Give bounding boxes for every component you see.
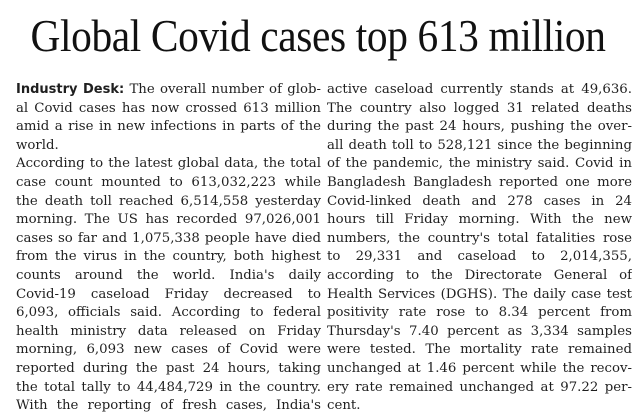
article-line bbox=[16, 81, 321, 100]
article-line: counts around the world. India's daily bbox=[16, 267, 321, 283]
article-line: case count mounted to 613,032,223 while bbox=[16, 174, 321, 190]
article-line: Covid-19 caseload Friday decreased to bbox=[16, 286, 321, 302]
article-line: from the virus in the country, both highest bbox=[16, 249, 321, 265]
article-column-left bbox=[16, 81, 321, 416]
article-line: unchanged at 1.46 percent while the recov- bbox=[327, 360, 632, 376]
article-line: 6,093, officials said. According to federal bbox=[16, 305, 321, 321]
headline: Global Covid cases top 613 million bbox=[30, 11, 606, 61]
article-line: according to the Directorate General of bbox=[327, 267, 632, 283]
article-line: numbers, the country's total fatalities rose bbox=[327, 230, 632, 246]
article-line: According to the latest global data, the total bbox=[16, 156, 321, 172]
article-line: all death toll to 528,121 since the beginning bbox=[327, 137, 632, 153]
article-line: were tested. The mortality rate remained bbox=[327, 342, 632, 358]
article-line: With the reporting of fresh cases, India's bbox=[16, 398, 321, 414]
article-line: of the pandemic, the ministry said. Covid in bbox=[327, 156, 632, 172]
article-line: al Covid cases has now crossed 613 million bbox=[16, 100, 321, 116]
article-line: hours till Friday morning. With the new bbox=[327, 212, 632, 228]
article-line: morning, 6,093 new cases of Covid were bbox=[16, 342, 321, 358]
article-line: world. bbox=[16, 137, 59, 153]
article-line: reported during the past 24 hours, taking bbox=[16, 360, 321, 376]
article-column-right bbox=[327, 81, 632, 416]
dateline: Industry Desk: bbox=[16, 82, 125, 97]
article-line: The country also logged 31 related deaths bbox=[327, 100, 632, 116]
article-line: the total tally to 44,484,729 in the country. bbox=[16, 379, 321, 395]
article-line: cases so far and 1,075,338 people have died bbox=[16, 230, 321, 246]
article-line: Health Services (DGHS). The daily case test bbox=[327, 286, 632, 302]
article-line: to 29,331 and caseload to 2,014,355, bbox=[327, 249, 632, 265]
article-line: amid a rise in new infections in parts of the bbox=[16, 119, 321, 135]
article-line: cent. bbox=[327, 398, 361, 414]
article-line: active caseload currently stands at 49,636. bbox=[327, 82, 632, 97]
article-line: Thursday's 7.40 percent as 3,334 samples bbox=[327, 323, 632, 339]
article-line: ery rate remained unchanged at 97.22 per- bbox=[327, 379, 632, 395]
article-line: Covid-linked death and 278 cases in 24 bbox=[327, 193, 632, 209]
article-line: Bangladesh Bangladesh reported one more bbox=[327, 174, 632, 190]
article-line: during the past 24 hours, pushing the over- bbox=[327, 119, 632, 135]
article-line: the death toll reached 6,514,558 yesterday bbox=[16, 193, 321, 209]
article-line: health ministry data released on Friday bbox=[16, 323, 321, 339]
article-line: positivity rate rose to 8.34 percent from bbox=[327, 305, 632, 321]
article-line-text: The overall number of glob- bbox=[129, 82, 321, 97]
article-line: morning. The US has recorded 97,026,001 bbox=[16, 212, 321, 228]
